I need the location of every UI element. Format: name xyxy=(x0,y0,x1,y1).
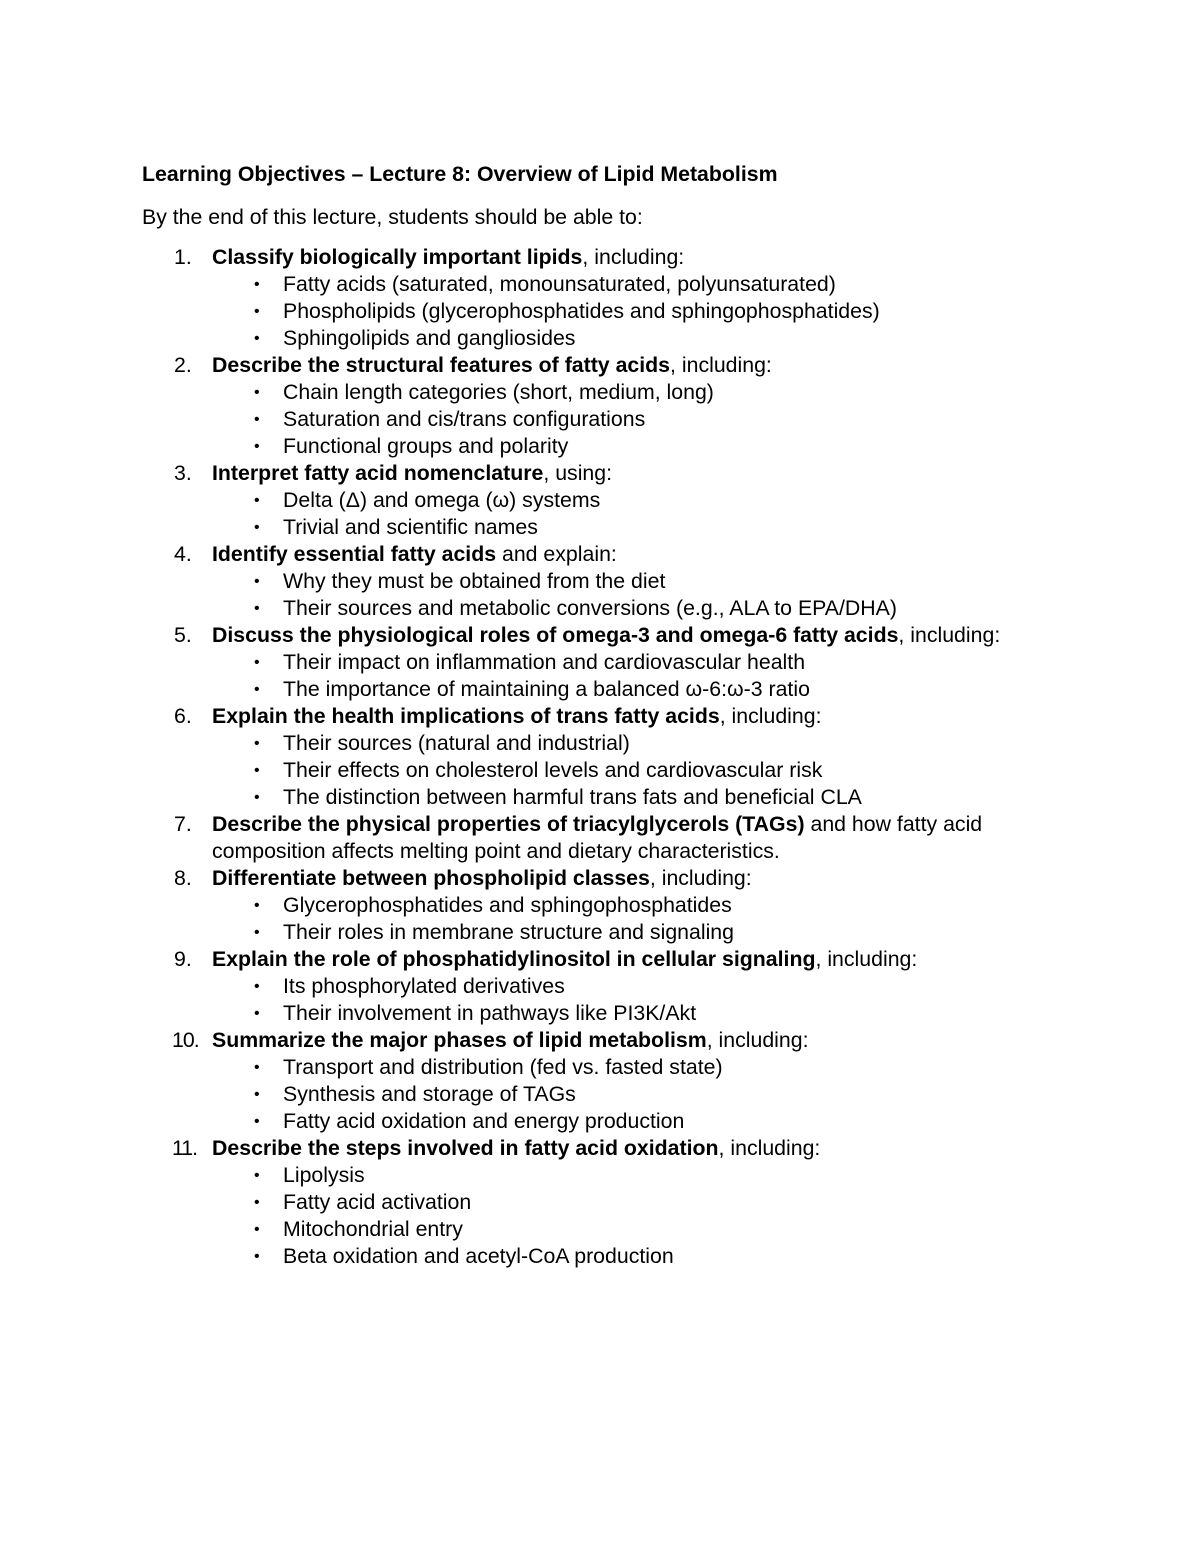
subitem-text: The distinction between harmful trans fats and beneficial CLA xyxy=(283,785,862,809)
subitem xyxy=(142,892,1062,919)
objective-heading-rest: , including: xyxy=(582,245,685,269)
subitem-text: Its phosphorylated derivatives xyxy=(283,974,565,998)
objective-heading-rest: , including: xyxy=(649,866,752,890)
bullet-icon: • xyxy=(254,276,260,293)
objective-number: 1. xyxy=(174,245,192,269)
bullet-icon: • xyxy=(254,789,260,806)
subitem xyxy=(142,1108,1062,1135)
subitem xyxy=(142,1000,1062,1027)
objective-number: 6. xyxy=(174,704,192,728)
subitem xyxy=(142,595,1062,622)
subitem-text: Their sources (natural and industrial) xyxy=(283,731,630,755)
subitem-text: Their effects on cholesterol levels and cardiovascular risk xyxy=(283,758,823,782)
objective-item xyxy=(142,1135,1062,1270)
subitem xyxy=(142,1189,1062,1216)
bullet-icon: • xyxy=(254,573,260,590)
subitem xyxy=(142,271,1062,298)
subitem xyxy=(142,973,1062,1000)
objective-subitems xyxy=(212,487,1062,541)
objective-heading-bold: Describe the structural features of fatty acids xyxy=(212,353,671,377)
objective-number: 2. xyxy=(174,353,192,377)
bullet-icon: • xyxy=(254,654,260,671)
objective-item xyxy=(142,352,1062,460)
objective-heading-rest: , including: xyxy=(670,353,772,377)
objective-subitems xyxy=(212,379,1062,460)
objective-heading-rest: , using: xyxy=(543,461,613,485)
bullet-icon: • xyxy=(254,1005,260,1022)
objective-subitems xyxy=(212,730,1062,811)
objective-subitems xyxy=(212,568,1062,622)
subitem-text: Sphingolipids and gangliosides xyxy=(283,326,576,350)
subitem-text: Beta oxidation and acetyl-CoA production xyxy=(283,1244,674,1268)
subitem-text: Glycerophosphatides and sphingophosphatides xyxy=(283,893,732,917)
bullet-icon: • xyxy=(254,1086,260,1103)
objective-number: 3. xyxy=(174,461,192,485)
objective-number: 5. xyxy=(174,623,192,647)
document-title: Learning Objectives – Lecture 8: Overview of Lipid Metabolism xyxy=(142,162,778,186)
objective-item xyxy=(142,244,1062,352)
bullet-icon: • xyxy=(254,924,260,941)
objective-number: 8. xyxy=(174,866,192,890)
bullet-icon: • xyxy=(254,1221,260,1238)
objective-subitems xyxy=(212,649,1062,703)
bullet-icon: • xyxy=(254,519,260,536)
objective-item xyxy=(142,946,1062,1027)
objective-heading xyxy=(212,811,1062,865)
subitem-text: Their involvement in pathways like PI3K/Akt xyxy=(283,1001,697,1025)
bullet-icon: • xyxy=(254,1167,260,1184)
bullet-icon: • xyxy=(254,303,260,320)
bullet-icon: • xyxy=(254,978,260,995)
subitem-text: Chain length categories (short, medium, long) xyxy=(283,380,714,404)
objective-heading xyxy=(212,541,1062,568)
objective-heading xyxy=(212,622,1062,649)
bullet-icon: • xyxy=(254,681,260,698)
objective-heading-bold: Differentiate between phospholipid classes xyxy=(212,866,650,890)
subitem-text: Their roles in membrane structure and signaling xyxy=(283,920,734,944)
document-page xyxy=(142,160,1062,1270)
objective-heading-bold: Explain the role of phosphatidylinositol in cellular signaling xyxy=(212,947,816,971)
objective-heading xyxy=(212,865,1062,892)
objective-heading xyxy=(212,703,1062,730)
objective-heading-rest: and how fatty acid composition affects melting point and dietary characteristics. xyxy=(212,812,983,863)
bullet-icon: • xyxy=(254,411,260,428)
bullet-icon: • xyxy=(254,600,260,617)
subitem xyxy=(142,406,1062,433)
subitem xyxy=(142,1162,1062,1189)
objective-subitems xyxy=(212,973,1062,1027)
subitem xyxy=(142,487,1062,514)
subitem xyxy=(142,568,1062,595)
objective-number: 4. xyxy=(174,542,192,566)
bullet-icon: • xyxy=(254,384,260,401)
subitem xyxy=(142,649,1062,676)
objective-heading-rest: , including: xyxy=(706,1028,809,1052)
objective-heading-rest: , including: xyxy=(718,1136,821,1160)
objective-item xyxy=(142,460,1062,541)
subitem xyxy=(142,676,1062,703)
subitem xyxy=(142,1054,1062,1081)
bullet-icon: • xyxy=(254,735,260,752)
objective-subitems xyxy=(212,1054,1062,1135)
objective-subitems xyxy=(212,271,1062,352)
objective-heading-bold: Explain the health implications of trans fatty acids xyxy=(212,704,720,728)
bullet-icon: • xyxy=(254,897,260,914)
subitem-text: Transport and distribution (fed vs. fasted state) xyxy=(283,1055,723,1079)
objective-heading-bold: Summarize the major phases of lipid metabolism xyxy=(212,1028,707,1052)
subitem-text: Synthesis and storage of TAGs xyxy=(283,1082,576,1106)
subitem xyxy=(142,757,1062,784)
subitem xyxy=(142,784,1062,811)
subitem xyxy=(142,325,1062,352)
bullet-icon: • xyxy=(254,330,260,347)
objective-heading xyxy=(212,352,1062,379)
bullet-icon: • xyxy=(254,1248,260,1265)
objective-number: 11. xyxy=(172,1136,198,1160)
subitem xyxy=(142,433,1062,460)
bullet-icon: • xyxy=(254,438,260,455)
subitem-text: Their impact on inflammation and cardiovascular health xyxy=(283,650,806,674)
objective-heading-bold: Interpret fatty acid nomenclature xyxy=(212,461,544,485)
subitem-text: Lipolysis xyxy=(283,1163,365,1187)
objective-heading xyxy=(212,946,1062,973)
subitem xyxy=(142,514,1062,541)
subitem xyxy=(142,379,1062,406)
subitem-text: Fatty acid activation xyxy=(283,1190,472,1214)
subitem-text: Fatty acid oxidation and energy production xyxy=(283,1109,685,1133)
bullet-icon: • xyxy=(254,1113,260,1130)
subitem xyxy=(142,730,1062,757)
objective-subitems xyxy=(212,892,1062,946)
subitem-text: Functional groups and polarity xyxy=(283,434,569,458)
objective-heading-bold: Identify essential fatty acids xyxy=(212,542,497,566)
bullet-icon: • xyxy=(254,762,260,779)
objective-heading-rest: , including: xyxy=(719,704,822,728)
objectives-list xyxy=(142,244,1062,1270)
objective-heading-bold: Classify biologically important lipids xyxy=(212,245,583,269)
objective-heading-bold: Describe the steps involved in fatty acid oxidation xyxy=(212,1136,719,1160)
bullet-icon: • xyxy=(254,492,260,509)
subitem-text: Their sources and metabolic conversions (e.g., ALA to EPA/DHA) xyxy=(283,596,897,620)
objective-heading xyxy=(212,1135,1062,1162)
bullet-icon: • xyxy=(254,1194,260,1211)
subitem-text: The importance of maintaining a balanced ω-6:ω-3 ratio xyxy=(283,677,810,701)
objective-number: 7. xyxy=(174,812,192,836)
objective-subitems xyxy=(212,1162,1062,1270)
objective-heading-bold: Describe the physical properties of triacylglycerols (TAGs) xyxy=(212,812,805,836)
objective-item xyxy=(142,703,1062,811)
subitem xyxy=(142,1243,1062,1270)
objective-item xyxy=(142,1027,1062,1135)
subitem xyxy=(142,1081,1062,1108)
objective-item xyxy=(142,541,1062,622)
objective-heading xyxy=(212,460,1062,487)
objective-heading-rest: , including: xyxy=(898,623,1001,647)
objective-number: 9. xyxy=(174,947,192,971)
subitem xyxy=(142,919,1062,946)
intro-text: By the end of this lecture, students should be able to: xyxy=(142,205,643,229)
objective-item xyxy=(142,811,1062,865)
subitem-text: Why they must be obtained from the diet xyxy=(283,569,666,593)
objective-heading-bold: Discuss the physiological roles of omega-3 and omega-6 fatty acids xyxy=(212,623,899,647)
objective-heading xyxy=(212,244,1062,271)
objective-heading-rest: , including: xyxy=(815,947,918,971)
subitem-text: Saturation and cis/trans configurations xyxy=(283,407,646,431)
subitem-text: Phospholipids (glycerophosphatides and sphingophosphatides) xyxy=(283,299,880,323)
subitem-text: Fatty acids (saturated, monounsaturated, polyunsaturated) xyxy=(283,272,836,296)
objective-heading-rest: and explain: xyxy=(496,542,617,566)
subitem xyxy=(142,1216,1062,1243)
bullet-icon: • xyxy=(254,1059,260,1076)
subitem-text: Mitochondrial entry xyxy=(283,1217,463,1241)
subitem-text: Delta (Δ) and omega (ω) systems xyxy=(283,488,601,512)
subitem xyxy=(142,298,1062,325)
subitem-text: Trivial and scientific names xyxy=(283,515,538,539)
objective-heading xyxy=(212,1027,1062,1054)
objective-item xyxy=(142,622,1062,703)
objective-item xyxy=(142,865,1062,946)
objective-number: 10. xyxy=(172,1028,199,1052)
